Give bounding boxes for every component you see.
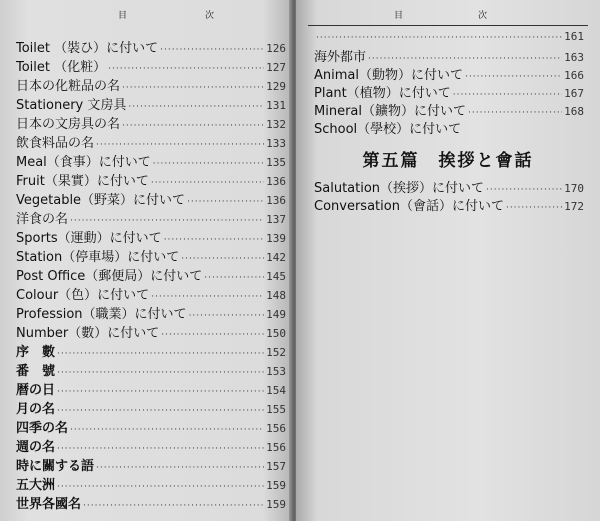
toc-entry: Sports（運動）に付いて ····· 139: [16, 227, 286, 245]
toc-entry: Station（停車場）に付いて ····· 142: [16, 246, 286, 264]
toc-entry: School（學校）に付いて: [314, 122, 462, 137]
toc-entry: Profession（職業）に付いて ····· 149: [16, 303, 286, 321]
toc-entry: Colour（色）に付いて ····· 148: [16, 284, 286, 302]
toc-entry: 飲食料品の名 ····· 133: [16, 132, 286, 150]
right-page-header: [296, 4, 600, 26]
toc-entry: Fruit（果實）に付いて ····· 136: [16, 170, 286, 188]
toc-entry: Meal（食事）に付いて ····· 135: [16, 151, 286, 169]
toc-entry: 四季の名 ····· 156: [16, 417, 286, 435]
toc-entry: 五大洲 ····· 159: [16, 474, 286, 492]
toc-entry: Stationery 文房具 ····· 131: [16, 94, 286, 112]
toc-entry: Salutation（挨拶）に付いて ····· 170: [314, 177, 584, 195]
toc-entry: 日本の化粧品の名 ····· 129: [16, 75, 286, 93]
header-char-1: 目: [118, 11, 128, 21]
toc-entry: Plant（植物）に付いて ····· 167: [314, 82, 584, 100]
right-page: [296, 0, 600, 521]
toc-entry: 番 號 ····· 153: [16, 360, 286, 378]
toc-entry: 暦の日 ····· 154: [16, 379, 286, 397]
toc-entry: 海外都市 ····· 163: [314, 46, 584, 64]
header-char-1: 目: [394, 11, 404, 21]
section-title: 第五篇 挨拶と會話: [362, 151, 534, 171]
toc-entry: 月の名 ····· 155: [16, 398, 286, 416]
header-rule: [308, 25, 588, 26]
header-char-2: 次: [478, 11, 488, 21]
toc-entry: Number（數）に付いて ····· 150: [16, 322, 286, 340]
toc-entry: Post Office（郵便局）に付いて ····· 145: [16, 265, 286, 283]
toc-entry: ····· 161: [314, 30, 584, 48]
toc-entry: 日本の文房具の名 ····· 132: [16, 113, 286, 131]
toc-entry: Toilet （裝ひ）に付いて ····· 126: [16, 37, 286, 55]
toc-entry: 序 數 ····· 152: [16, 341, 286, 359]
toc-entry: Mineral（鑛物）に付いて ····· 168: [314, 100, 584, 118]
header-char-2: 次: [205, 11, 215, 21]
toc-entry: 時に關する語 ····· 157: [16, 455, 286, 473]
toc-entry: 洋食の名 ····· 137: [16, 208, 286, 226]
left-page-header: [0, 4, 292, 26]
toc-entry: Conversation（會話）に付いて ····· 172: [314, 195, 584, 213]
toc-entry: Toilet （化粧） ····· 127: [16, 56, 286, 74]
left-page: [0, 0, 292, 521]
toc-entry: Vegetable（野菜）に付いて ····· 136: [16, 189, 286, 207]
toc-entry: Animal（動物）に付いて ····· 166: [314, 64, 584, 82]
toc-entry: 週の名 ····· 156: [16, 436, 286, 454]
toc-entry: 世界各國名 ····· 159: [16, 493, 286, 511]
